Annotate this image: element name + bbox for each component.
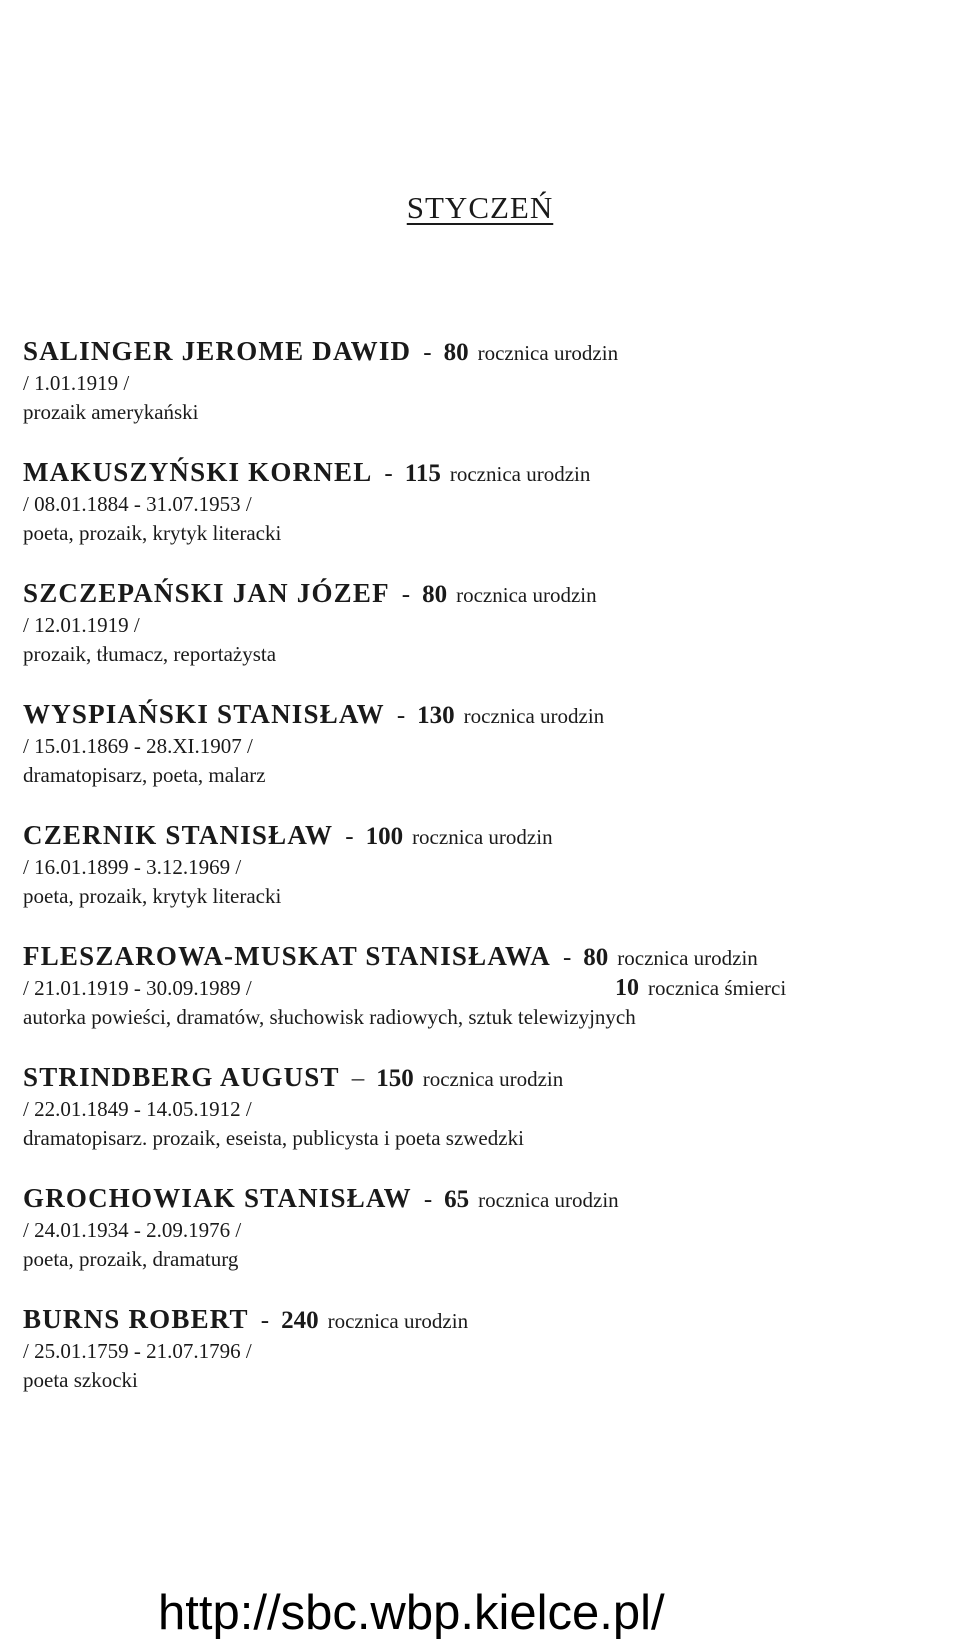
separator-dash: -: [423, 1186, 433, 1213]
list-item: [23, 336, 903, 457]
author-name: STRINDBERG AUGUST: [23, 1062, 340, 1092]
list-item: [23, 941, 903, 1062]
source-url: http://sbc.wbp.kielce.pl/: [158, 1586, 665, 1640]
anniversary-number: 65: [444, 1186, 470, 1213]
author-name: SZCZEPAŃSKI JAN JÓZEF: [23, 578, 390, 608]
life-dates: / 22.01.1849 - 14.05.1912 /: [23, 1097, 252, 1121]
anniversary-type: rocznica urodzin: [327, 1309, 469, 1333]
author-description: autorka powieści, dramatów, słuchowisk radiowych, sztuk telewizyjnych: [23, 1005, 636, 1029]
separator-dash: -: [423, 339, 432, 366]
author-name: GROCHOWIAK STANISŁAW: [23, 1183, 412, 1213]
author-description: dramatopisarz. prozaik, eseista, publicysta i poeta szwedzki: [23, 1126, 524, 1150]
separator-dash: -: [384, 460, 393, 487]
author-description: dramatopisarz, poeta, malarz: [23, 763, 266, 787]
author-name: CZERNIK STANISŁAW: [23, 820, 334, 850]
life-dates: / 25.01.1759 - 21.07.1796 /: [23, 1339, 252, 1363]
page-title: STYCZEŃ: [406, 190, 554, 225]
life-dates: / 24.01.1934 - 2.09.1976 /: [23, 1218, 242, 1242]
author-name: WYSPIAŃSKI STANISŁAW: [23, 699, 385, 729]
author-description: poeta szkocki: [23, 1368, 138, 1392]
author-name: FLESZAROWA-MUSKAT STANISŁAWA: [23, 941, 551, 971]
anniversary-type: rocznica urodzin: [477, 341, 619, 365]
author-description: poeta, prozaik, krytyk literacki: [23, 521, 282, 545]
author-description: poeta, prozaik, dramaturg: [23, 1247, 239, 1271]
anniversary-type: rocznica urodzin: [463, 704, 605, 728]
separator-dash: –: [351, 1065, 365, 1092]
separator-dash: -: [260, 1307, 270, 1334]
life-dates: / 1.01.1919 /: [23, 371, 130, 395]
separator-dash: -: [345, 823, 354, 850]
anniversary-list: [23, 336, 903, 1425]
entry-header: [23, 578, 903, 611]
anniversary-type: rocznica urodzin: [449, 462, 591, 486]
author-name: MAKUSZYŃSKI KORNEL: [23, 457, 373, 487]
life-dates-row: [23, 974, 903, 1003]
separator-dash: -: [401, 581, 411, 608]
anniversary-type: rocznica urodzin: [478, 1188, 619, 1212]
author-name: SALINGER JEROME DAWID: [23, 336, 412, 366]
list-item: [23, 820, 903, 941]
author-description: prozaik, tłumacz, reportażysta: [23, 642, 277, 666]
list-item: [23, 578, 903, 699]
anniversary-number: 150: [376, 1065, 414, 1092]
list-item: [23, 699, 903, 820]
author-description: poeta, prozaik, krytyk literacki: [23, 884, 282, 908]
anniversary-type: rocznica śmierci: [648, 976, 787, 1000]
anniversary-type: rocznica urodzin: [422, 1067, 564, 1091]
anniversary-number: 240: [281, 1307, 319, 1334]
author-description: prozaik amerykański: [23, 400, 199, 424]
entry-header: [23, 336, 903, 369]
separator-dash: -: [396, 702, 406, 729]
anniversary-number: 10: [615, 975, 639, 1001]
author-name: BURNS ROBERT: [23, 1304, 249, 1334]
anniversary-number: 80: [583, 944, 609, 971]
anniversary-number: 80: [422, 581, 448, 608]
anniversary-number: 100: [365, 823, 404, 850]
entry-header: [23, 457, 903, 490]
list-item: [23, 1062, 903, 1183]
list-item: [23, 1304, 903, 1425]
life-dates: / 08.01.1884 - 31.07.1953 /: [23, 492, 252, 516]
anniversary-type: rocznica urodzin: [412, 825, 553, 849]
entry-header: [23, 1183, 903, 1216]
list-item: [23, 457, 903, 578]
anniversary-number: 130: [417, 702, 455, 729]
secondary-anniversary: [615, 974, 786, 1003]
life-dates: / 15.01.1869 - 28.XI.1907 /: [23, 734, 253, 758]
anniversary-type: rocznica urodzin: [617, 946, 758, 970]
anniversary-type: rocznica urodzin: [456, 583, 597, 607]
life-dates: / 21.01.1919 - 30.09.1989 /: [23, 976, 252, 1000]
entry-header: [23, 941, 903, 974]
anniversary-number: 80: [443, 339, 469, 366]
entry-header: [23, 820, 903, 853]
separator-dash: -: [562, 944, 572, 971]
anniversary-number: 115: [404, 460, 441, 487]
entry-header: [23, 1062, 903, 1095]
entry-header: [23, 1304, 903, 1337]
life-dates: / 12.01.1919 /: [23, 613, 140, 637]
entry-header: [23, 699, 903, 732]
list-item: [23, 1183, 903, 1304]
life-dates: / 16.01.1899 - 3.12.1969 /: [23, 855, 242, 879]
